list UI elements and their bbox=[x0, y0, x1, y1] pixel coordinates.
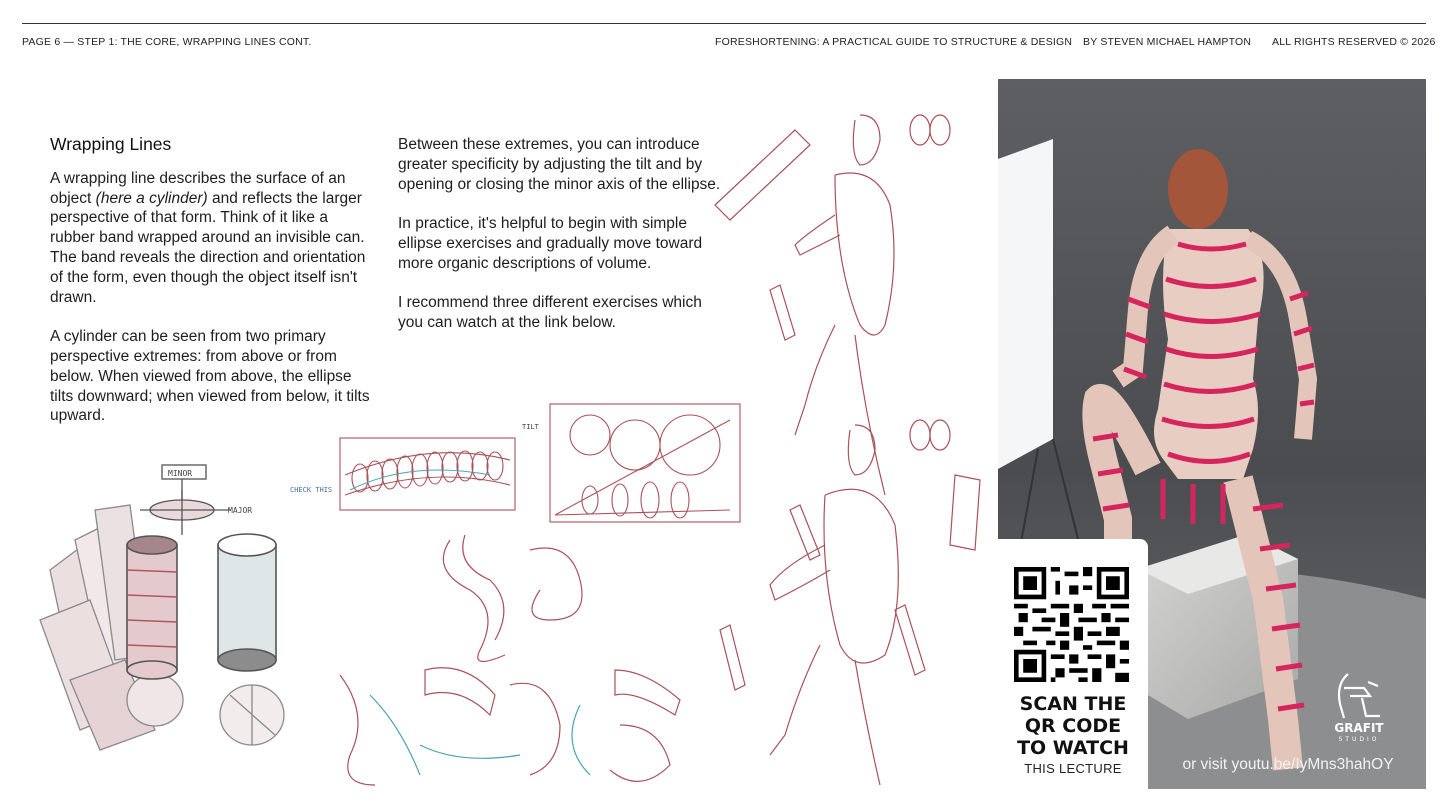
author: BY STEVEN MICHAEL HAMPTON bbox=[1083, 36, 1252, 48]
section-heading: Wrapping Lines bbox=[50, 134, 172, 154]
book-title: FORESHORTENING: A PRACTICAL GUIDE TO STRUCTURE & DESIGN bbox=[715, 36, 1073, 48]
header-rule bbox=[22, 23, 1426, 24]
qr-code[interactable] bbox=[1014, 567, 1129, 682]
paragraph-wrapping-definition: A wrapping line describes the surface of an object (here a cylinder) and reflects the larger perspective of that form. Think of it like a rubber band wrapped around an invisible can. The band reveals the direction and orientation of the form, even though the object itself isn't drawn. bbox=[50, 169, 366, 306]
this-lecture-label: THIS LECTURE bbox=[1024, 761, 1122, 776]
figure-sketches bbox=[705, 105, 995, 795]
organic-form-sketches bbox=[310, 525, 710, 795]
youtube-link[interactable]: or visit youtu.be/IyMns3hahOY bbox=[1182, 756, 1394, 773]
paragraph-cylinder-extremes: A cylinder can be seen from two primary perspective extremes: from above or from below. When viewed from above, the ellipse tilts downward; when viewed from below, it tilts upward. bbox=[50, 328, 370, 425]
major-label: MAJOR bbox=[228, 506, 253, 515]
svg-text:STUDIO: STUDIO bbox=[1338, 736, 1380, 742]
minor-label: MINOR bbox=[168, 469, 193, 478]
paragraph-exercises: I recommend three different exercises which you can watch at the link below. bbox=[398, 294, 702, 332]
text-column-1 bbox=[50, 135, 370, 426]
cylinder-sketches bbox=[30, 460, 320, 780]
tilt-label: TILT bbox=[522, 423, 539, 431]
grafit-studio-logo bbox=[1318, 668, 1400, 742]
check-this-label: CHECK THIS bbox=[290, 486, 333, 494]
copyright: ALL RIGHTS RESERVED © 2026 bbox=[1272, 36, 1436, 48]
text-column-2 bbox=[398, 135, 728, 333]
scan-qr-callout: SCAN THE QR CODE TO WATCH bbox=[1017, 693, 1129, 759]
paragraph-specificity: Between these extremes, you can introduce greater specificity by adjusting the tilt and by opening or closing the minor axis of the ellipse. bbox=[398, 136, 721, 193]
paragraph-practice: In practice, it's helpful to begin with simple ellipse exercises and gradually move toward more organic descriptions of volume. bbox=[398, 215, 703, 272]
svg-text:GRAFIT: GRAFIT bbox=[1334, 721, 1384, 735]
page-label: PAGE 6 — STEP 1: THE CORE, WRAPPING LINES CONT. bbox=[22, 36, 312, 48]
